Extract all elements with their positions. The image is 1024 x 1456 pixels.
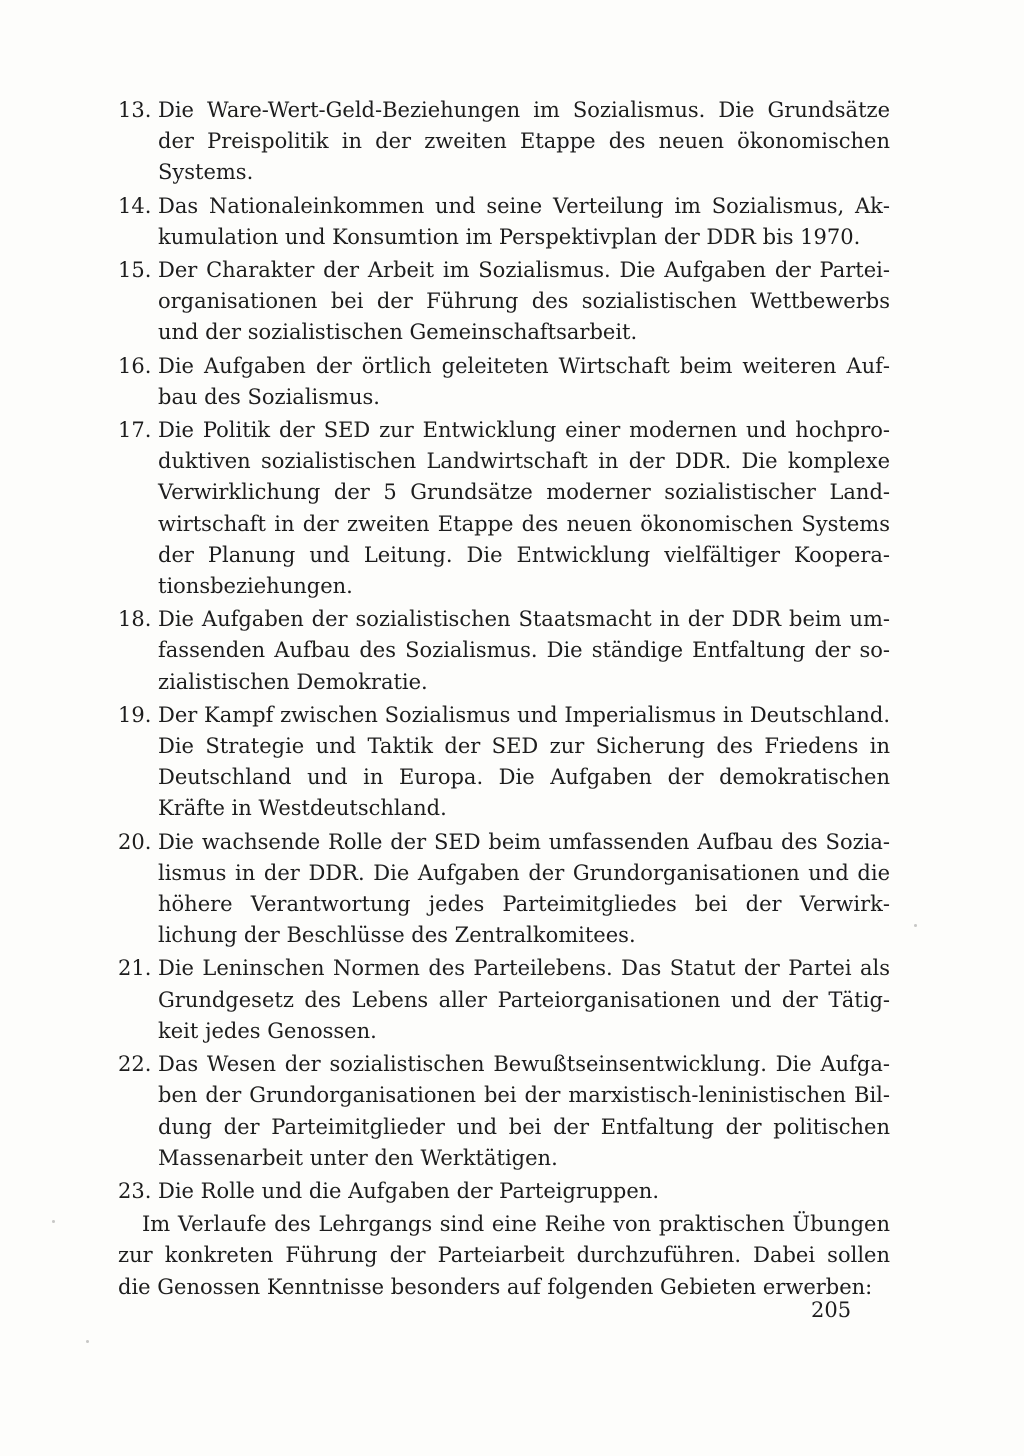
item-number: 21.	[118, 956, 152, 981]
list-item	[118, 415, 890, 602]
item-text: Das Nationaleinkommen und seine Verteilung im Sozialismus, Akkumulation und Konsumtion im Perspektivplan der DDR bis 1970.	[158, 193, 890, 249]
topic-list	[118, 95, 890, 1207]
list-item	[118, 953, 890, 1047]
item-number: 23.	[118, 1178, 152, 1203]
list-item	[118, 351, 890, 413]
item-number: 19.	[118, 702, 152, 727]
item-number: 13.	[118, 98, 152, 122]
item-text: Die wachsende Rolle der SED beim umfassenden Aufbau des Sozialismus in der DDR. Die Aufgaben der Grundorganisationen und die höhere Verantwortung jedes Parteimitgliedes bei der Verwirklichung der Beschlüsse des Zentralkomitees.	[158, 829, 890, 948]
list-item	[118, 604, 890, 698]
scan-speck	[86, 1340, 89, 1343]
item-number: 20.	[118, 829, 152, 854]
scan-speck	[52, 1220, 55, 1223]
item-text: Der Kampf zwischen Sozialismus und Imperialismus in Deutschland. Die Strategie und Taktik der SED zur Sicherung des Friedens in Deutschland und in Europa. Die Aufgaben der demokratischen Kräfte in Westdeutschland.	[158, 702, 890, 821]
item-text: Die Ware-Wert-Geld-Beziehungen im Sozialismus. Die Grundsätze der Preispolitik in der zweiten Etappe des neuen ökonomischen Systems.	[158, 98, 890, 185]
item-text: Die Aufgaben der sozialistischen Staatsmacht in der DDR beim umfassenden Aufbau des Sozialismus. Die ständige Entfaltung der sozialistischen Demokratie.	[158, 607, 890, 694]
main-text-block	[118, 95, 890, 1303]
page-number: 205	[811, 1298, 852, 1322]
closing-paragraph: Im Verlaufe des Lehrgangs sind eine Reihe von praktischen Übungen zur konkreten Führung der Parteiarbeit durchzuführen. Dabei sollen die Genossen Kenntnisse besonders auf folgenden Gebieten erwerben:	[118, 1212, 890, 1299]
list-item	[118, 700, 890, 825]
item-text: Die Leninschen Normen des Parteilebens. Das Statut der Partei als Grundgesetz des Lebens aller Parteiorganisationen und der Tätigkeit jedes Genossen.	[158, 956, 890, 1043]
list-item	[118, 1049, 890, 1174]
item-text: Die Politik der SED zur Entwicklung einer modernen und hochproduktiven sozialistischen Landwirtschaft in der DDR. Die komplexe Verwirklichung der 5 Grundsätze moderner sozialistischer Landwirtschaft in der zweiten Etappe des neuen ökonomischen Systems der Planung und Leitung. Die Entwicklung vielfältiger Kooperationsbeziehungen.	[158, 418, 890, 599]
item-number: 16.	[118, 353, 152, 378]
item-number: 14.	[118, 193, 152, 218]
item-text: Das Wesen der sozialistischen Bewußtseinsentwicklung. Die Aufgaben der Grundorganisationen bei der marxistisch-leninistischen Bildung der Parteimitglieder und bei der Entfaltung der politischen Massenarbeit unter den Werktätigen.	[158, 1052, 890, 1170]
item-number: 22.	[118, 1052, 152, 1077]
item-number: 15.	[118, 258, 152, 283]
list-item	[118, 95, 890, 189]
item-text: Der Charakter der Arbeit im Sozialismus. Die Aufgaben der Parteiorganisationen bei der Führung des sozialistischen Wettbewerbs und der sozialistischen Gemeinschaftsarbeit.	[158, 258, 890, 345]
item-number: 17.	[118, 418, 152, 443]
list-item	[118, 191, 890, 253]
item-number: 18.	[118, 607, 152, 632]
item-text: Die Rolle und die Aufgaben der Parteigruppen.	[158, 1178, 660, 1203]
scan-speck	[914, 924, 917, 927]
list-item	[118, 1176, 890, 1207]
list-item	[118, 827, 890, 952]
item-text: Die Aufgaben der örtlich geleiteten Wirtschaft beim weiteren Aufbau des Sozialismus.	[158, 353, 890, 409]
list-item	[118, 255, 890, 349]
